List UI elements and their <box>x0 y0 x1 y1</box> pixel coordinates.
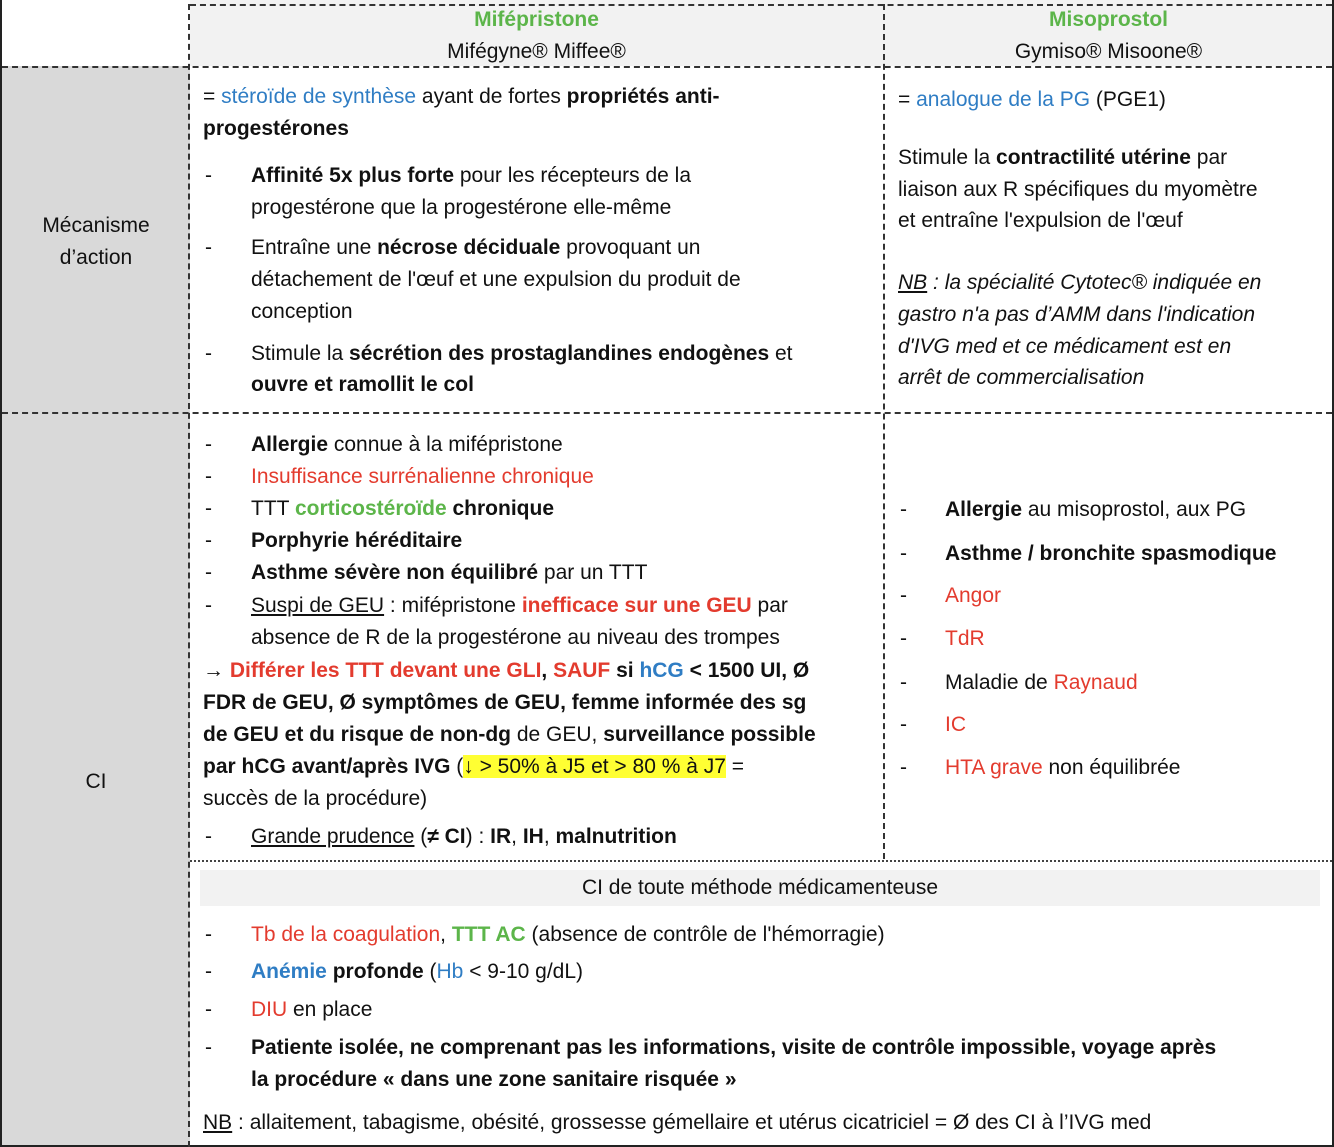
miso-ci-allergy: Allergie au misoprostol, aux PG <box>945 498 1247 521</box>
mife-ci-porphyria: Porphyrie héréditaire <box>251 529 463 552</box>
miso-ci-raynaud: Maladie de Raynaud <box>945 671 1138 694</box>
common-ci-coag: Tb de la coagulation, TTT AC (absence de contrôle de l'hémorragie) <box>251 923 885 946</box>
common-ci-isolated-cont: la procédure « dans une zone sanitaire risquée » <box>251 1068 737 1091</box>
miso-mech-s3: et entraîne l'expulsion de l'œuf <box>898 209 1183 232</box>
mechanism-label-line2: d’action <box>59 246 133 269</box>
mechanism-label-line1: Mécanisme <box>42 214 150 237</box>
miso-mech-intro: = analogue de la PG (PGE1) <box>898 88 1166 111</box>
miso-ci-ic: IC <box>945 713 966 736</box>
bullet: - <box>205 594 212 617</box>
bullet: - <box>205 960 212 983</box>
bullet: - <box>900 756 907 779</box>
bullet: - <box>205 1036 212 1059</box>
miso-nb-line4: arrêt de commercialisation <box>898 366 1145 389</box>
mife-ci-geu-cont: absence de R de la progestérone au niveau des trompes <box>251 626 780 649</box>
common-ci-anemia: Anémie profonde (Hb < 9-10 g/dL) <box>251 960 584 983</box>
miso-ci-hta: HTA grave non équilibrée <box>945 756 1181 779</box>
mife-mech-point3: Stimule la sécrétion des prostaglandines endogènes et <box>251 342 793 365</box>
bullet: - <box>900 671 907 694</box>
bullet: - <box>205 236 212 259</box>
bullet: - <box>205 998 212 1021</box>
mife-mech-intro-cont: progestérones <box>203 117 349 140</box>
bullet: - <box>900 542 907 565</box>
bullet: - <box>205 164 212 187</box>
mife-mech-intro: = stéroïde de synthèse ayant de fortes propriétés anti- <box>203 85 720 108</box>
mife-ci-asthma: Asthme sévère non équilibré par un TTT <box>251 561 648 584</box>
mife-mech-point2-cont: détachement de l'œuf et une expulsion du produit de <box>251 268 741 291</box>
highlighted-thresholds: ↓ > 50% à J5 et > 80 % à J7 <box>463 755 726 778</box>
miso-mech-s1: Stimule la contractilité utérine par <box>898 146 1228 169</box>
bullet: - <box>900 627 907 650</box>
bullet: - <box>205 465 212 488</box>
miso-ci-asthma: Asthme / bronchite spasmodique <box>945 542 1277 565</box>
common-ci-title: CI de toute méthode médicamenteuse <box>581 876 939 899</box>
ci-label: CI <box>85 770 107 793</box>
mife-ci-adrenal: Insuffisance surrénalienne chronique <box>251 465 594 488</box>
mife-ci-geu: Suspi de GEU : mifépristone inefficace sur une GEU par <box>251 594 788 617</box>
bullet: - <box>205 529 212 552</box>
miso-mech-s2: liaison aux R spécifiques du myomètre <box>898 178 1258 201</box>
bullet: - <box>900 498 907 521</box>
bullet: - <box>900 713 907 736</box>
mife-ci-caution: Grande prudence (≠ CI) : IR, IH, malnutrition <box>251 825 677 848</box>
misoprostol-brands: Gymiso® Misoone® <box>1014 40 1203 63</box>
mife-ci-defer-5: succès de la procédure) <box>203 787 428 810</box>
miso-nb-line3: d'IVG med et ce médicament est en <box>898 335 1232 358</box>
mife-mech-point3-cont: ouvre et ramollit le col <box>251 373 474 396</box>
bullet: - <box>205 923 212 946</box>
common-ci-isolated: Patiente isolée, ne comprenant pas les informations, visite de contrôle impossible, voyage après <box>251 1036 1217 1059</box>
label-column-divider <box>188 4 190 1147</box>
miso-nb-line2: gastro n'a pas d’AMM dans l'indication <box>898 303 1256 326</box>
mife-ci-defer-2: FDR de GEU, Ø symptômes de GEU, femme informée des sg <box>203 691 807 714</box>
miso-ci-angor: Angor <box>945 584 1002 607</box>
mife-ci-defer: → Différer les TTT devant une GLI, SAUF si hCG < 1500 UI, Ø <box>203 659 810 682</box>
mife-ci-defer-3: de GEU et du risque de non-dg de GEU, surveillance possible <box>203 723 816 746</box>
drug-column-divider <box>883 4 885 859</box>
mife-ci-corticoid: TTT corticostéroïde chronique <box>251 497 555 520</box>
common-ci-divider <box>190 860 1332 862</box>
miso-ci-tdr: TdR <box>945 627 985 650</box>
miso-nb-line1: NB : la spécialité Cytotec® indiquée en <box>898 271 1262 294</box>
mife-mech-point1: Affinité 5x plus forte pour les récepteurs de la <box>251 164 691 187</box>
bullet: - <box>205 825 212 848</box>
mife-mech-point1-cont: progestérone que la progestérone elle-même <box>251 196 672 219</box>
row-divider <box>2 412 1332 414</box>
mifepristone-brands: Mifégyne® Miffee® <box>447 40 626 63</box>
mife-ci-allergy: Allergie connue à la mifépristone <box>251 433 563 456</box>
bullet: - <box>205 561 212 584</box>
bullet: - <box>205 433 212 456</box>
bullet: - <box>205 497 212 520</box>
bullet: - <box>900 584 907 607</box>
mife-mech-point2-cont2: conception <box>251 300 353 323</box>
bullet: - <box>205 342 212 365</box>
common-ci-diu: DIU en place <box>251 998 373 1021</box>
mife-ci-defer-4: par hCG avant/après IVG (↓ > 50% à J5 et > 80 % à J7 = <box>203 755 745 778</box>
misoprostol-title: Misoprostol <box>1049 8 1168 31</box>
mife-mech-point2: Entraîne une nécrose déciduale provoquant un <box>251 236 701 259</box>
common-ci-nb: NB : allaitement, tabagisme, obésité, grossesse gémellaire et utérus cicatriciel = Ø des CI à l’IVG med <box>203 1111 1152 1134</box>
mifepristone-title: Mifépristone <box>474 8 599 31</box>
